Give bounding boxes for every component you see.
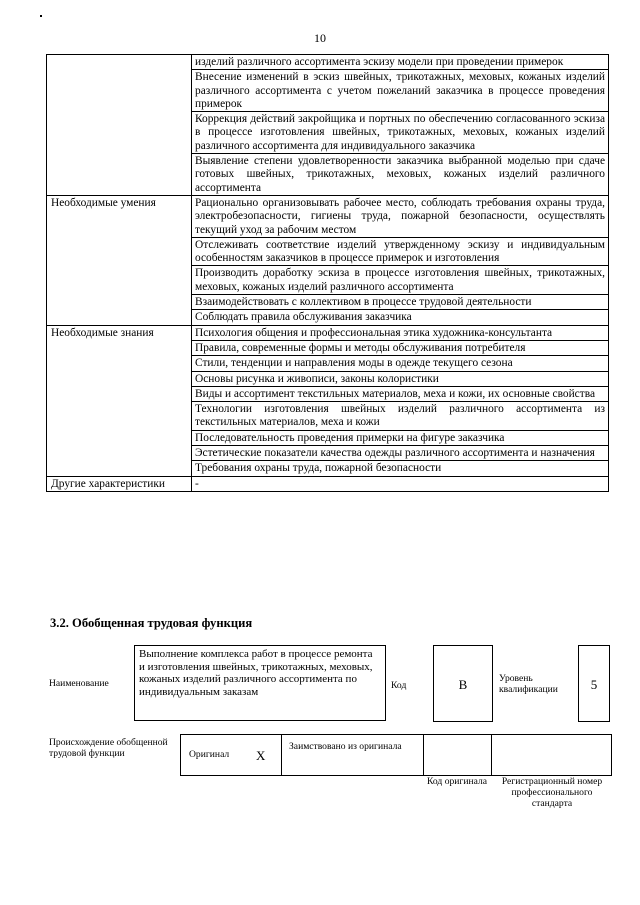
- code-box: [433, 645, 493, 722]
- level-box: [578, 645, 610, 722]
- row-item: Взаимодействовать с коллективом в процессе трудовой деятельности: [192, 295, 609, 310]
- row-item: Рационально организовывать рабочее место, соблюдать требования охраны труда, электробезопасности, гигиены труда, пожарной безопасности, осуществлять текущий уход за рабочим местом: [192, 195, 609, 237]
- original-label: Оригинал: [189, 749, 230, 760]
- code-value: B: [458, 677, 468, 692]
- original-mark: X: [256, 748, 266, 763]
- row-label: [47, 55, 192, 196]
- name-value-box: [134, 645, 386, 721]
- competency-table: [46, 54, 609, 492]
- row-label: Другие характеристики: [47, 476, 192, 491]
- name-value: Выполнение комплекса работ в процессе ремонта и изготовления швейных, трикотажных, меховых, кожаных изделий различного ассортимента по индивидуальным заказам: [139, 648, 373, 699]
- table-row: [47, 325, 609, 340]
- table-row: [47, 55, 609, 70]
- row-item: Правила, современные формы и методы обслуживания потребителя: [192, 340, 609, 355]
- reg-number-label: Регистрационный номер профессионального стандарта: [501, 776, 603, 809]
- borrowed-label: Заимствовано из оригинала: [289, 741, 402, 752]
- row-item: Основы рисунка и живописи, законы колористики: [192, 371, 609, 386]
- row-item: изделий различного ассортимента эскизу модели при проведении примерок: [192, 55, 609, 70]
- page-number: 10: [314, 31, 326, 45]
- scan-speck: [40, 15, 42, 17]
- row-item: Виды и ассортимент текстильных материалов, меха и кожи, их основные свойства: [192, 386, 609, 401]
- code-label: Код: [391, 680, 407, 691]
- row-item: Стили, тенденции и направления моды в одежде текущего сезона: [192, 356, 609, 371]
- row-item: Технологии изготовления швейных изделий различного ассортимента из текстильных материалов, меха и кожи: [192, 402, 609, 431]
- row-label: Необходимые знания: [47, 325, 192, 476]
- row-item: Производить доработку эскиза в процессе изготовления швейных, трикотажных, меховых, кожаных изделий различного ассортимента: [192, 266, 609, 295]
- code-original-label: Код оригинала: [426, 776, 488, 787]
- row-item: -: [192, 476, 609, 491]
- row-item: Внесение изменений в эскиз швейных, трикотажных, меховых, кожаных изделий различного ассортимента с учетом пожеланий заказчика в процессе проведения примерок: [192, 70, 609, 112]
- level-label: Уровень квалификации: [499, 673, 558, 695]
- level-value: 5: [590, 677, 598, 692]
- row-item: Соблюдать правила обслуживания заказчика: [192, 310, 609, 325]
- row-label: Необходимые умения: [47, 195, 192, 325]
- origin-label: Происхождение обобщенной трудовой функции: [49, 737, 168, 759]
- row-item: Коррекция действий закройщика и портных по обеспечению согласованного эскиза в процессе изготовления швейных, трикотажных, меховых, кожаных изделий различного ассортимента для индивидуального заказчика: [192, 112, 609, 154]
- section-title: 3.2. Обобщенная трудовая функция: [50, 616, 253, 630]
- row-item: Последовательность проведения примерки на фигуре заказчика: [192, 430, 609, 445]
- table-row: [47, 476, 609, 491]
- origin-box: [180, 734, 612, 776]
- row-item: Требования охраны труда, пожарной безопасности: [192, 461, 609, 476]
- name-label: Наименование: [49, 678, 109, 689]
- row-item: Психология общения и профессиональная этика художника-консультанта: [192, 325, 609, 340]
- row-item: Выявление степени удовлетворенности заказчика выбранной моделью при сдаче готовых швейных, трикотажных, меховых, кожаных изделий различного ассортимента: [192, 154, 609, 196]
- row-item: Эстетические показатели качества одежды различного ассортимента и назначения: [192, 446, 609, 461]
- table-row: [47, 195, 609, 237]
- row-item: Отслеживать соответствие изделий утвержденному эскизу и индивидуальным особенностям заказчиков в процессе примерок и изготовления: [192, 237, 609, 266]
